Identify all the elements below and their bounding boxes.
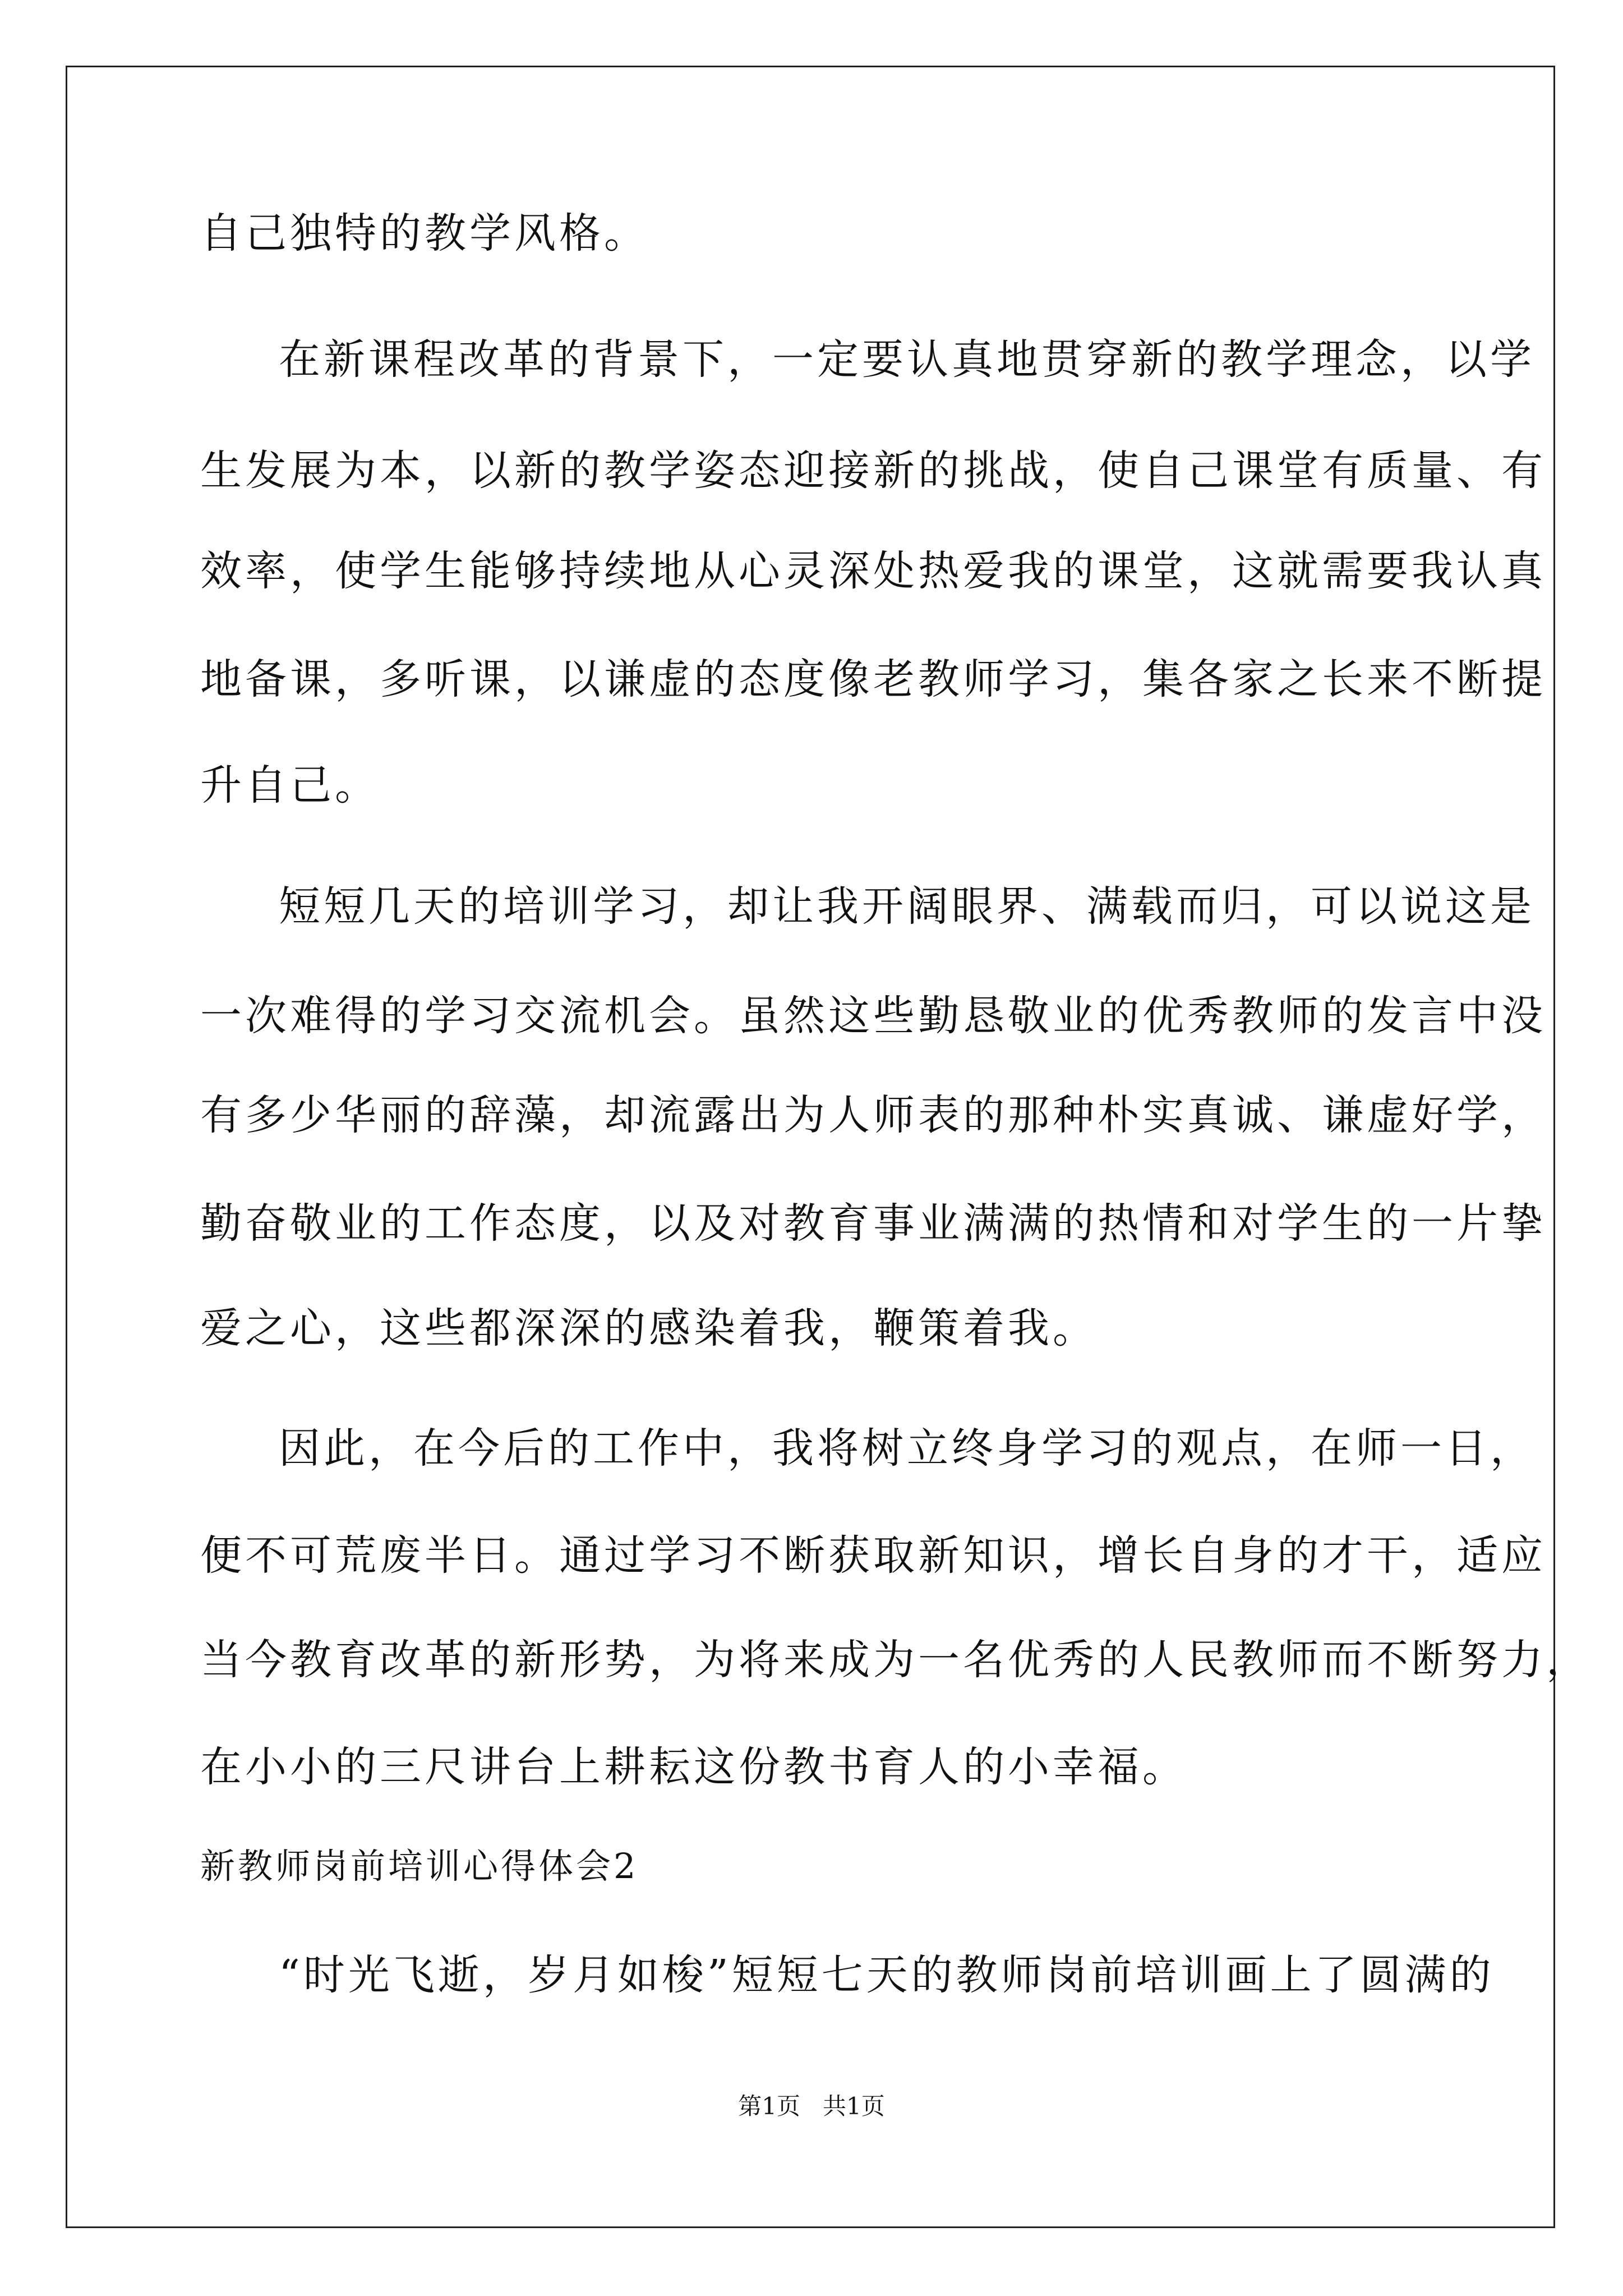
text-line: 一次难得的学习交流机会。虽然这些勤恳敬业的优秀教师的发言中没 bbox=[200, 992, 1546, 1040]
text-line: 生发展为本，以新的教学姿态迎接新的挑战，使自己课堂有质量、有 bbox=[200, 447, 1546, 495]
text-line: 自己独特的教学风格。 bbox=[200, 209, 649, 257]
section-heading: 新教师岗前培训心得体会2 bbox=[200, 1846, 639, 1887]
text-line: 有多少华丽的辞藻，却流露出为人师表的那种朴实真诚、谦虚好学， bbox=[200, 1091, 1546, 1139]
text-line: 短短几天的培训学习，却让我开阔眼界、满载而归，可以说这是 bbox=[279, 882, 1535, 931]
page-frame bbox=[66, 66, 1591, 2228]
text-line: 效率，使学生能够持续地从心灵深处热爱我的课堂，这就需要我认真 bbox=[200, 547, 1546, 595]
text-line: 因此，在今后的工作中，我将树立终身学习的观点，在师一日， bbox=[279, 1424, 1535, 1473]
text-line: 便不可荒废半日。通过学习不断获取新知识，增长自身的才干，适应 bbox=[200, 1531, 1546, 1580]
text-line: 爱之心，这些都深深的感染着我，鞭策着我。 bbox=[200, 1304, 1098, 1352]
text-line: 在小小的三尺讲台上耕耘这份教书育人的小幸福。 bbox=[200, 1743, 1187, 1791]
text-line: 勤奋敬业的工作态度，以及对教育事业满满的热情和对学生的一片挚 bbox=[200, 1199, 1546, 1248]
page-footer: 第1页 共1页 bbox=[738, 2092, 885, 2120]
text-line: 当今教育改革的新形势，为将来成为一名优秀的人民教师而不断努力， bbox=[200, 1636, 1591, 1684]
text-line: 升自己。 bbox=[200, 761, 380, 809]
text-line: 地备课，多听课，以谦虚的态度像老教师学习，集各家之长来不断提 bbox=[200, 655, 1546, 703]
text-line: 在新课程改革的背景下，一定要认真地贯穿新的教学理念，以学 bbox=[279, 335, 1535, 384]
text-line: “时光飞逝，岁月如梭”短短七天的教师岗前培训画上了圆满的 bbox=[279, 1951, 1495, 1999]
